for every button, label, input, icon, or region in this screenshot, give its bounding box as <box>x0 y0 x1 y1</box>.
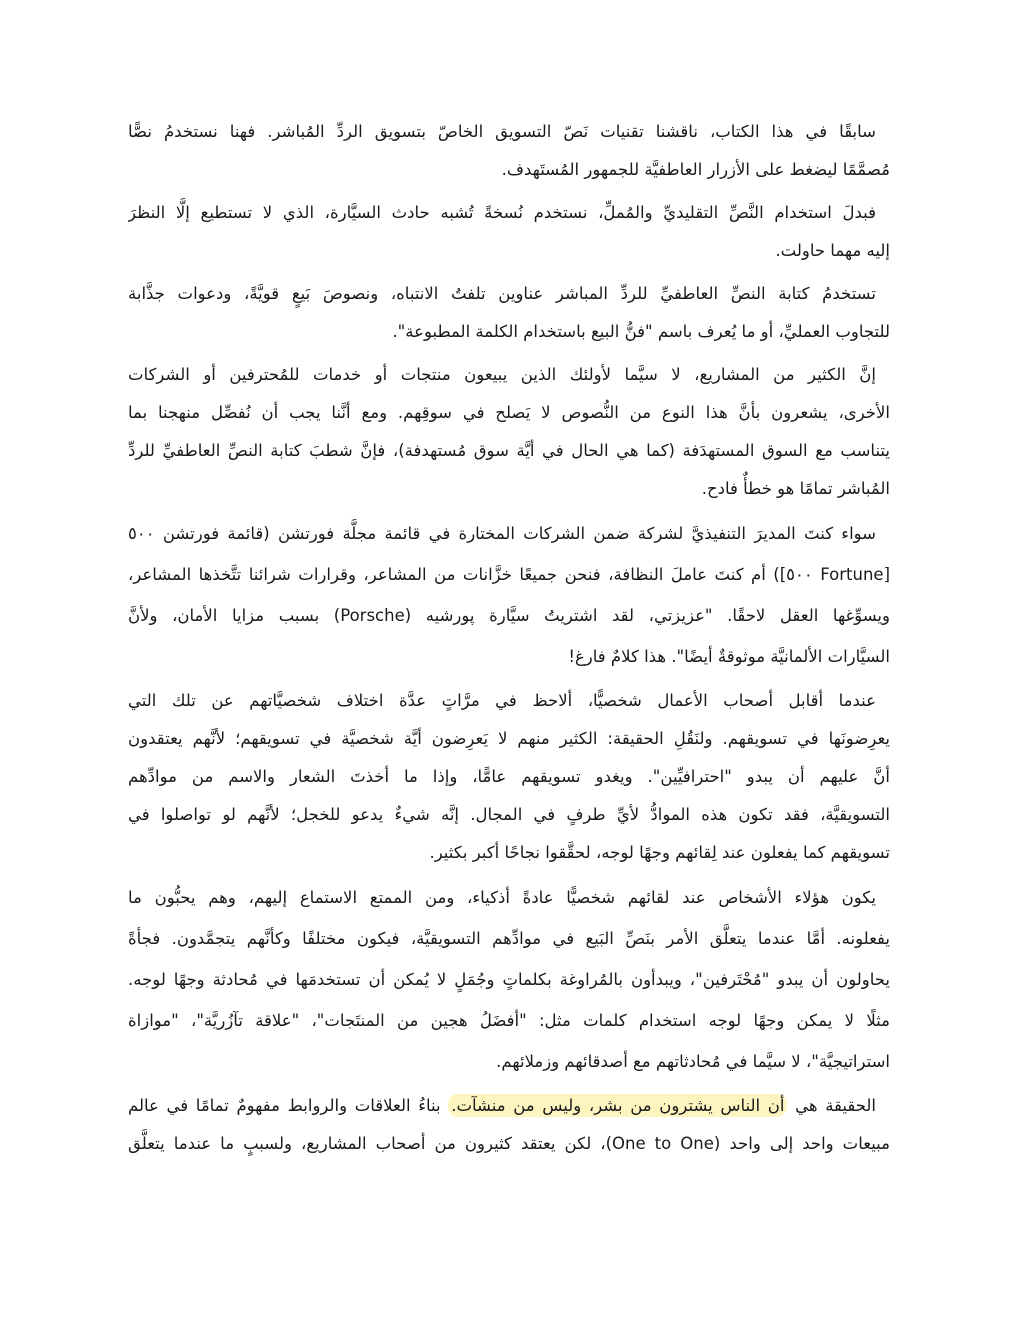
text-line: ويسوِّغها العقل لاحقًا. "عزيزتي، لقد اشتريتُ سيَّارة پورشيه (Porsche) بسبب مزايا الأمان، ولأنَّ <box>128 606 890 625</box>
text-line: الأخرى، يشعرون بأنَّ هذا النوع من النُّصوص لا يَصلح في سوقِهم. ومع أنَّنا يجب أن نُفصِّل منهجنا بما <box>128 403 890 422</box>
text-line: استراتيجيَّة"، لا سيَّما في مُحادثاتهم مع أصدقائهم وزملائهم. <box>496 1052 890 1071</box>
text-line: إنَّ الكثير من المشاريع، لا سيَّما لأولئك الذين يبيعون منتجات أو خدمات للمُحترفين أو الشركات <box>128 365 876 384</box>
text-line: إليه مهما حاولت. <box>775 241 890 260</box>
text-line: للتجاوب العمليِّ، أو ما يُعرف باسم "فنُّ البيع باستخدام الكلمة المطبوعة". <box>392 322 890 341</box>
text-line: التسويقيَّة، فقد تكون هذه الموادُّ لأيِّ طرفٍ في المجال. إنَّه شيءٌ يدعو للخجل؛ لأنَّهم لو تواصلوا في <box>128 805 890 824</box>
text-line: مُصمَّمًا ليضغط على الأزرار العاطفيَّة للجمهور المُستَهدف. <box>501 160 890 179</box>
paragraph <box>128 194 890 270</box>
paragraph <box>128 513 890 677</box>
highlighted-text: أن الناس يشترون من بشر، وليس من منشآت. <box>448 1094 787 1117</box>
text-segment: بناءُ العلاقات والروابط مفهومٌ تمامًا في عالم <box>128 1096 449 1115</box>
document-page <box>128 113 890 1168</box>
text-line: سواء كنتَ المديرَ التنفيذيَّ لشركة ضمن الشركات المختارة في قائمة مجلَّة فورتشن (قائمة فورتشن ٥٠٠ <box>128 524 876 543</box>
text-line: يحاولون أن يبدو "مُحْتَرفين"، ويبدأون بالمُراوغة بكلماتٍ وجُمَلٍ لا يُمكن أن تستخدمَها في مُحادثة وجهًا لوجه. <box>128 970 890 989</box>
text-line: عندما أقابل أصحاب الأعمال شخصيًّا، ألاحظ في مرَّاتٍ عدَّة اختلاف شخصيَّاتهم عن تلك التي <box>128 691 876 710</box>
text-segment: الحقيقة هي <box>787 1096 876 1115</box>
text-line: يتناسب مع السوق المستهدَفة (كما هي الحال في أيَّة سوق مُستهدفة)، فإنَّ شطبَ كتابة النصِّ العاطفيِّ للردِّ <box>128 441 890 460</box>
paragraph <box>128 877 890 1082</box>
paragraph <box>128 356 890 508</box>
paragraph-final <box>128 1087 890 1163</box>
text-line: السيَّارات الألمانيَّة موثوقةٌ أيضًا". هذا كلامٌ فارغ! <box>568 647 890 666</box>
text-line: تسويقهم كما يفعلون عند لِقائهم وجهًا لوجه، لحقَّقوا نجاحًا أكبر بكثير. <box>429 843 890 862</box>
text-line: يفعلونه. أمَّا عندما يتعلَّق الأمر بنَصِّ البَيع في موادِّهم التسويقيَّة، فيكون مختلفًا وكأنَّهم يتجمَّدون. فجأةً <box>128 929 890 948</box>
paragraph <box>128 275 890 351</box>
text-line: يعرِضونَها في تسويقهم. ولنَقُلِ الحقيقة: الكثير منهم لا يَعرِضون أيَّة شخصيَّة في تسويقهم؛ لأنَّهم يعتقدون <box>128 729 890 748</box>
text-line: [Fortune ٥٠٠]) أم كنتَ عاملَ النظافة، فنحن جميعًا خزَّانات من المشاعر، وقرارات شرائنا تتَّخذها المشاعر، <box>128 565 890 584</box>
paragraph <box>128 113 890 189</box>
text-line: تستخدمُ كتابة النصِّ العاطفيِّ للردِّ المباشر عناوين تلفتُ الانتباه، ونصوصَ بَيعٍ قويَّةً، ودعوات جذَّابة <box>128 284 876 303</box>
text-line: يكون هؤلاء الأشخاص عند لقائهم شخصيًّا عادةً أذكياء، ومن الممتع الاستماع إليهم، وهم يحبُّون ما <box>128 888 876 907</box>
paragraph <box>128 682 890 872</box>
text-line: مبيعات واحد إلى واحد (One to One)، لكن يعتقد كثيرون من أصحاب المشاريع، ولسببٍ ما عندما يتعلَّق <box>128 1134 890 1153</box>
text-line <box>128 1087 890 1125</box>
text-line: سابقًا في هذا الكتاب، ناقشنا تقنيات نَصّ التسويق الخاصّ بتسويق الردِّ المُباشر. فهنا نستخدمُ نصًّا <box>128 122 876 141</box>
text-line: أنَّ عليهم أن يبدو "احترافيِّين". ويغدو تسويقهم عامًّا، وإذا ما أخذتَ الشعار والاسم من موادِّهم <box>128 767 890 786</box>
text-line: مثلًا لا يمكن وجهًا لوجه استخدام كلمات مثل: "أفضَلُ هجين من المنتَجات"، "علاقة تآزُريَّة"، "موازاة <box>128 1011 890 1030</box>
text-line: المُباشر تمامًا هو خطأٌ فادح. <box>701 479 890 498</box>
text-line: فبدلَ استخدام النَّصِّ التقليديِّ والمُملِّ، نستخدم نُسخةً تُشبه حادث السيَّارة، الذي لا تستطيع إلَّا النظرَ <box>128 203 876 222</box>
